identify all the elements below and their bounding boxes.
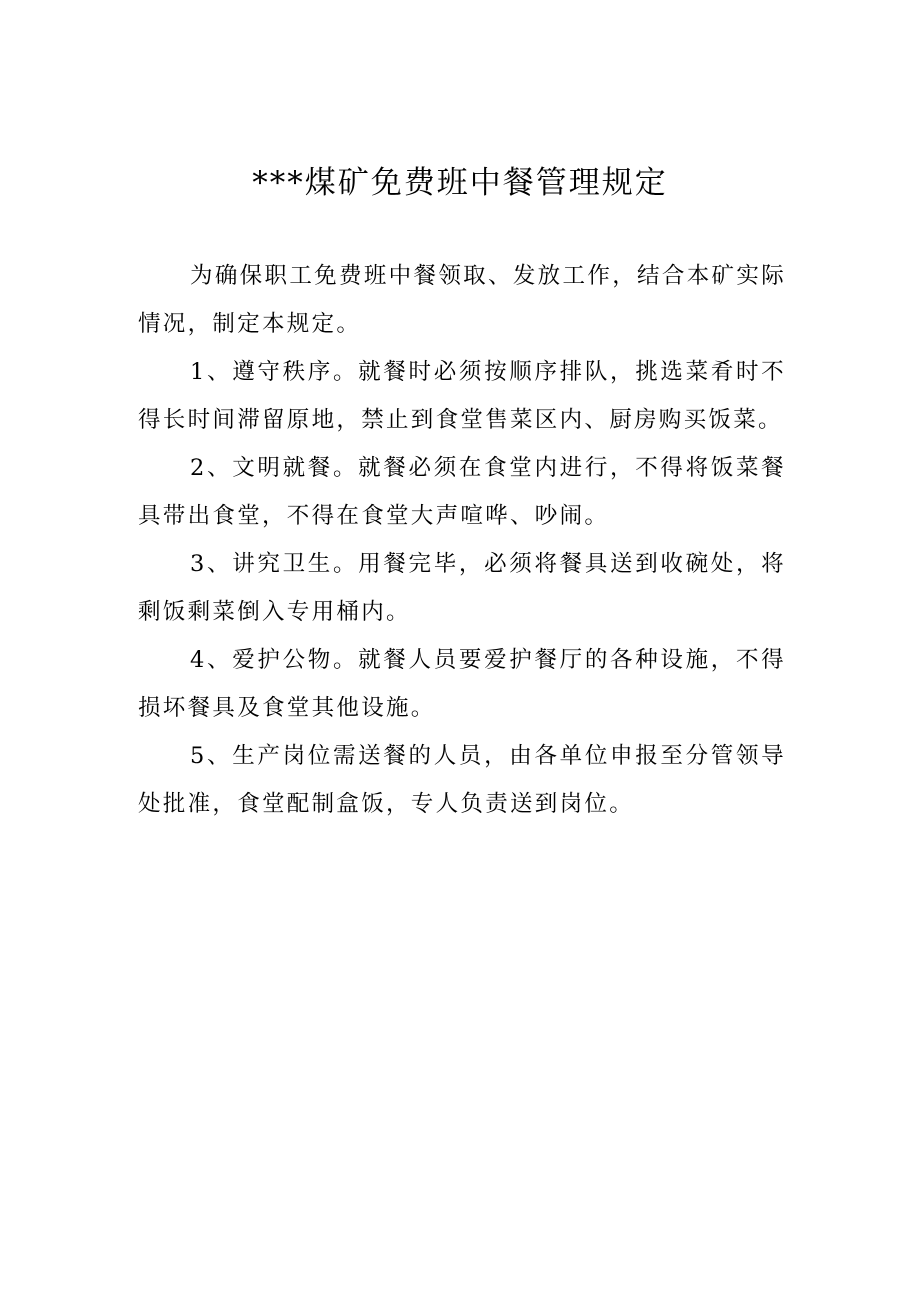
document-body [138,252,786,828]
document-title: ***煤矿免费班中餐管理规定 [252,165,668,201]
rule-2-paragraph: 2、文明就餐。就餐必须在食堂内进行，不得将饭菜餐具带出食堂，不得在食堂大声喧哗、吵闹。 [138,455,786,529]
rule-1-paragraph: 1、遵守秩序。就餐时必须按顺序排队，挑选菜肴时不得长时间滞留原地，禁止到食堂售菜区内、厨房购买饭菜。 [138,359,786,433]
rule-3-paragraph: 3、讲究卫生。用餐完毕，必须将餐具送到收碗处，将剩饭剩菜倒入专用桶内。 [138,551,786,625]
rule-5-paragraph: 5、生产岗位需送餐的人员，由各单位申报至分管领导处批准，食堂配制盒饭，专人负责送到岗位。 [138,743,786,817]
rule-4-paragraph: 4、爱护公物。就餐人员要爱护餐厅的各种设施，不得损坏餐具及食堂其他设施。 [138,647,786,721]
intro-paragraph: 为确保职工免费班中餐领取、发放工作，结合本矿实际情况，制定本规定。 [138,263,786,337]
